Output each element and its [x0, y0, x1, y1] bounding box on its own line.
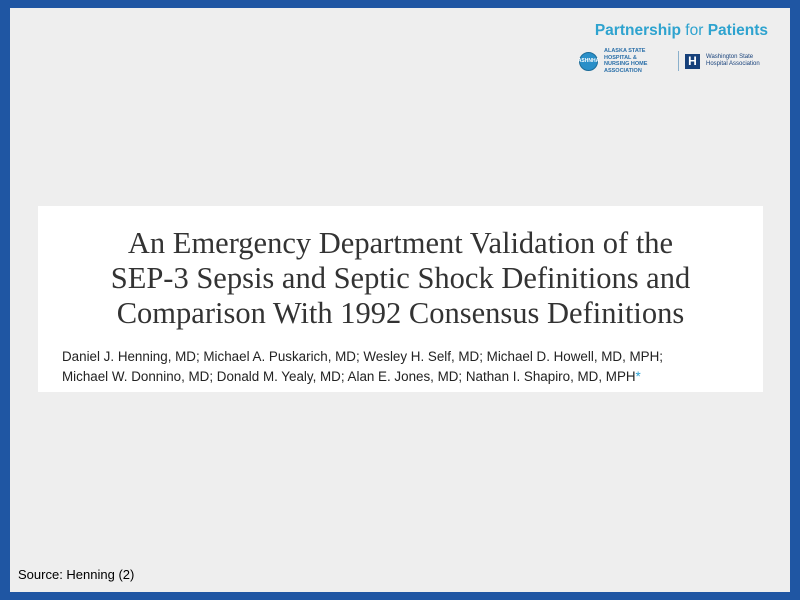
- ashnha-name: ALASKA STATE HOSPITAL & NURSING HOME ASSOCIATION: [604, 48, 648, 74]
- partnership-for-patients-logo: [568, 22, 768, 78]
- article-header-image: [38, 206, 763, 392]
- logo-title: [595, 22, 768, 40]
- authors-text: Daniel J. Henning, MD; Michael A. Puskarich, MD; Wesley H. Self, MD; Michael D. Howell, MD, MPH; Michael W. Donnino, MD; Donald M. Yealy, MD; Alan E. Jones, MD; Nathan I. Shapiro, MD, MPH: [62, 349, 664, 384]
- source-citation: Source: Henning (2): [18, 567, 135, 582]
- wsha-h-icon: H: [685, 54, 700, 69]
- article-title: An Emergency Department Validation of the SEP-3 Sepsis and Septic Shock Definitions and Comparison With 1992 Consensus Definitions: [110, 226, 691, 330]
- article-authors: [62, 347, 755, 387]
- logo-divider: [678, 51, 679, 71]
- partner-orgs: [579, 48, 768, 74]
- logo-title-main: Partnership: [594, 22, 686, 39]
- ashnha-seal-icon: ASHNHA: [579, 52, 598, 71]
- logo-title-for: for: [685, 22, 704, 39]
- logo-title-end: Patients: [703, 22, 768, 39]
- wsha-name: Washington State Hospital Association: [706, 54, 760, 67]
- slide: [10, 8, 790, 592]
- authors-asterisk: *: [635, 369, 641, 384]
